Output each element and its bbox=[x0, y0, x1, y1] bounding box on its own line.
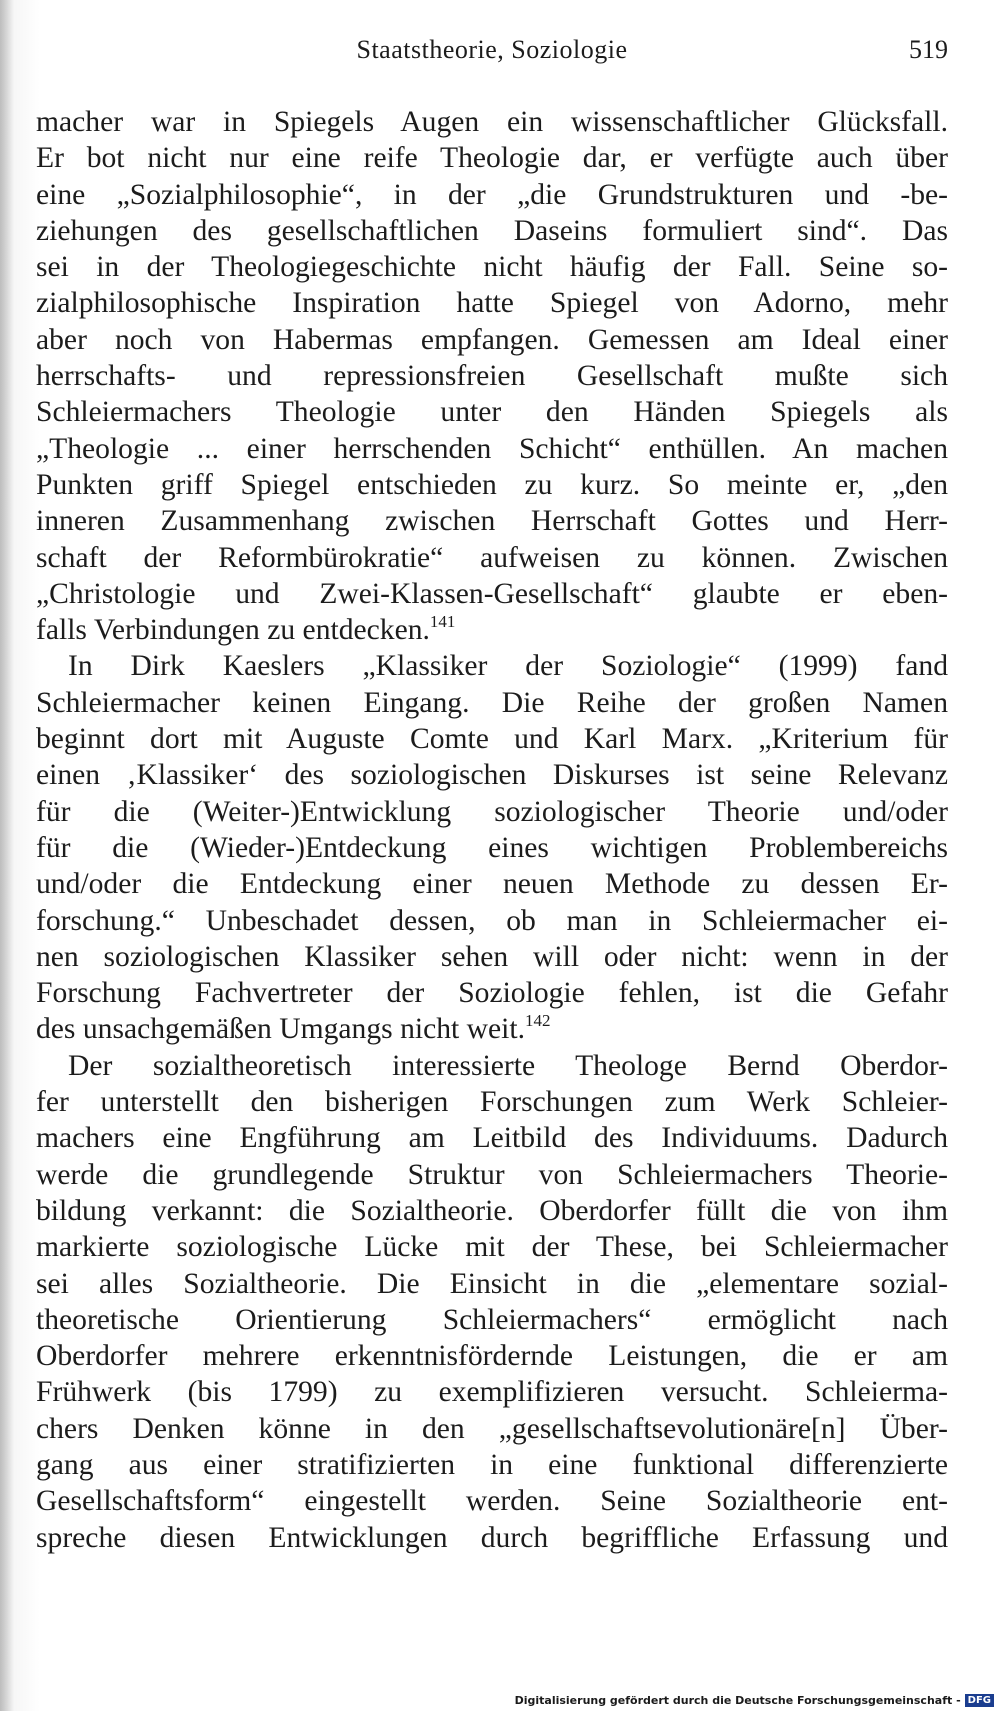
line-text: spreche diesen Entwicklungen durch begriffliche Erfassung und bbox=[36, 1521, 948, 1554]
text-line bbox=[36, 1011, 948, 1047]
line-text: „Christologie und Zwei-Klassen-Gesellschaft“ glaubte er eben- bbox=[36, 577, 948, 610]
text-line bbox=[36, 757, 948, 793]
text-line bbox=[36, 1520, 948, 1556]
text-line bbox=[36, 975, 948, 1011]
text-line bbox=[36, 104, 948, 140]
body-text bbox=[36, 104, 948, 1556]
text-line bbox=[36, 540, 948, 576]
text-line bbox=[36, 322, 948, 358]
credit-text: Digitalisierung gefördert durch die Deutsche Forschungsgemeinschaft - bbox=[514, 1693, 961, 1707]
text-line bbox=[36, 140, 948, 176]
line-text: Oberdorfer mehrere erkenntnisfördernde Leistungen, die er am bbox=[36, 1340, 948, 1373]
line-text: für die (Wieder-)Entdeckung eines wichtigen Problembereichs bbox=[36, 831, 948, 864]
text-line bbox=[36, 1447, 948, 1483]
text-line bbox=[36, 1193, 948, 1229]
line-text: In Dirk Kaeslers „Klassiker der Soziologie“ (1999) fand bbox=[68, 650, 948, 683]
running-title: Staatstheorie, Soziologie bbox=[356, 35, 628, 64]
text-line bbox=[36, 1374, 948, 1410]
text-line bbox=[36, 1048, 948, 1084]
running-head bbox=[36, 30, 948, 70]
text-line bbox=[36, 1229, 948, 1265]
text-line bbox=[36, 213, 948, 249]
text-line bbox=[36, 794, 948, 830]
text-line bbox=[36, 1483, 948, 1519]
text-line bbox=[36, 1302, 948, 1338]
footnote-ref: 141 bbox=[429, 612, 456, 632]
text-line bbox=[36, 358, 948, 394]
text-line bbox=[36, 1120, 948, 1156]
line-text: bildung verkannt: die Sozialtheorie. Oberdorfer füllt die von ihm bbox=[36, 1194, 948, 1227]
line-text: forschung.“ Unbeschadet dessen, ob man in Schleiermacher ei- bbox=[36, 904, 948, 937]
text-line bbox=[36, 721, 948, 757]
line-text: fer unterstellt den bisherigen Forschungen zum Werk Schleier- bbox=[36, 1086, 948, 1119]
line-text: ziehungen des gesellschaftlichen Daseins formuliert sind“. Das bbox=[36, 214, 948, 247]
line-text: machers eine Engführung am Leitbild des Individuums. Dadurch bbox=[36, 1122, 948, 1155]
line-text: aber noch von Habermas empfangen. Gemessen am Ideal einer bbox=[36, 323, 948, 356]
line-text: Frühwerk (bis 1799) zu exemplifizieren versucht. Schleierma- bbox=[36, 1376, 948, 1409]
line-text: Gesellschaftsform“ eingestellt werden. Seine Sozialtheorie ent- bbox=[36, 1485, 948, 1518]
text-line bbox=[36, 1411, 948, 1447]
dfg-logo: DFG bbox=[965, 1694, 994, 1707]
line-text: nen soziologischen Klassiker sehen will oder nicht: wenn in der bbox=[36, 940, 948, 973]
line-text: gang aus einer stratifizierten in eine funktional differenzierte bbox=[36, 1448, 948, 1481]
text-line bbox=[36, 467, 948, 503]
line-text: werde die grundlegende Struktur von Schleiermachers Theorie- bbox=[36, 1158, 948, 1191]
line-text: sei in der Theologiegeschichte nicht häufig der Fall. Seine so- bbox=[36, 251, 948, 284]
text-line bbox=[36, 1266, 948, 1302]
line-text: eine „Sozialphilosophie“, in der „die Grundstrukturen und -be- bbox=[36, 178, 948, 211]
line-text: einen ‚Klassiker‘ des soziologischen Diskurses ist seine Relevanz bbox=[36, 759, 948, 792]
line-text: inneren Zusammenhang zwischen Herrschaft Gottes und Herr- bbox=[36, 505, 948, 538]
footnote-ref: 142 bbox=[525, 1011, 551, 1031]
text-line bbox=[36, 249, 948, 285]
line-text: Forschung Fachvertreter der Soziologie fehlen, ist die Gefahr bbox=[36, 977, 948, 1010]
text-line bbox=[36, 576, 948, 612]
line-text: Schleiermacher keinen Eingang. Die Reihe der großen Namen bbox=[36, 686, 948, 719]
text-line bbox=[36, 866, 948, 902]
line-text: Er bot nicht nur eine reife Theologie dar, er verfügte auch über bbox=[36, 142, 948, 175]
text-line bbox=[36, 648, 948, 684]
line-text: falls Verbindungen zu entdecken. bbox=[36, 614, 430, 647]
line-text: Der sozialtheoretisch interessierte Theologe Bernd Oberdor- bbox=[68, 1049, 948, 1082]
text-line bbox=[36, 177, 948, 213]
line-text: Schleiermachers Theologie unter den Händen Spiegels als bbox=[36, 396, 948, 429]
text-line bbox=[36, 685, 948, 721]
line-text: des unsachgemäßen Umgangs nicht weit. bbox=[36, 1013, 525, 1046]
line-text: theoretische Orientierung Schleiermachers“ ermöglicht nach bbox=[36, 1303, 948, 1336]
line-text: sei alles Sozialtheorie. Die Einsicht in die „elementare sozial- bbox=[36, 1267, 948, 1300]
text-line bbox=[36, 903, 948, 939]
line-text: markierte soziologische Lücke mit der These, bei Schleiermacher bbox=[36, 1231, 948, 1264]
digitization-credit bbox=[515, 1694, 994, 1708]
text-line bbox=[36, 939, 948, 975]
line-text: herrschafts- und repressionsfreien Gesellschaft mußte sich bbox=[36, 360, 948, 393]
line-text: Punkten griff Spiegel entschieden zu kurz. So meinte er, „den bbox=[36, 468, 948, 501]
text-line bbox=[36, 285, 948, 321]
text-line bbox=[36, 394, 948, 430]
page-number: 519 bbox=[909, 35, 948, 64]
line-text: zialphilosophische Inspiration hatte Spiegel von Adorno, mehr bbox=[36, 287, 948, 320]
text-line bbox=[36, 1338, 948, 1374]
line-text: beginnt dort mit Auguste Comte und Karl Marx. „Kriterium für bbox=[36, 723, 948, 756]
line-text: und/oder die Entdeckung einer neuen Methode zu dessen Er- bbox=[36, 868, 948, 901]
line-text: „Theologie ... einer herrschenden Schicht“ enthüllen. An machen bbox=[36, 432, 948, 465]
line-text: für die (Weiter-)Entwicklung soziologischer Theorie und/oder bbox=[36, 795, 948, 828]
text-line bbox=[36, 1084, 948, 1120]
spine-shadow bbox=[0, 0, 14, 1711]
text-line bbox=[36, 431, 948, 467]
text-line bbox=[36, 830, 948, 866]
text-line bbox=[36, 503, 948, 539]
text-line bbox=[36, 612, 948, 648]
line-text: schaft der Reformbürokratie“ aufweisen zu können. Zwischen bbox=[36, 541, 948, 574]
line-text: macher war in Spiegels Augen ein wissenschaftlicher Glücksfall. bbox=[36, 106, 948, 138]
text-line bbox=[36, 1157, 948, 1193]
line-text: chers Denken könne in den „gesellschaftsevolutionäre[n] Über- bbox=[36, 1412, 948, 1445]
